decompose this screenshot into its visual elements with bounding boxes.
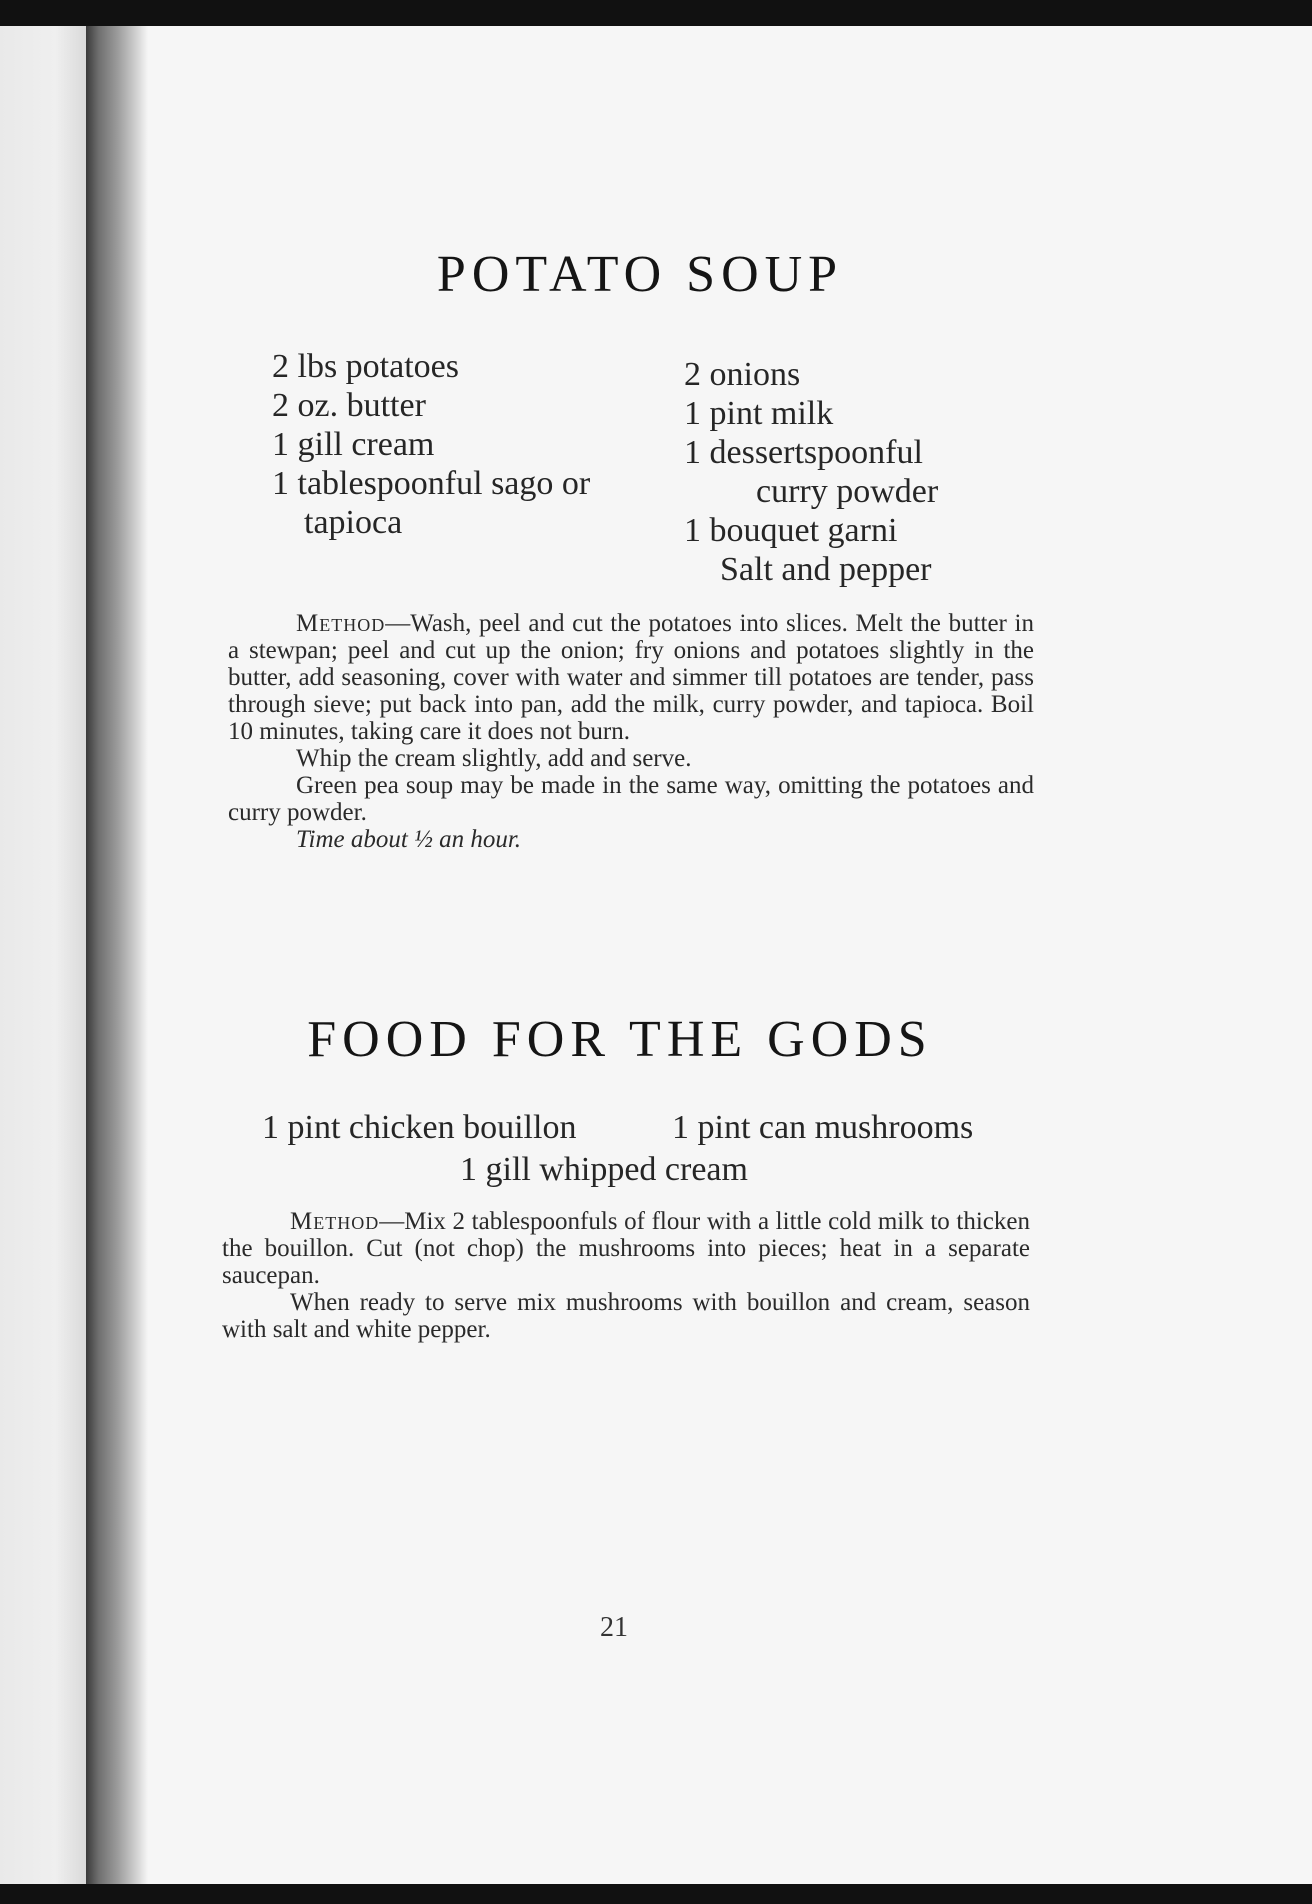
whip-paragraph: Whip the cream slightly, add and serve. [296, 745, 692, 772]
top-scan-border [0, 0, 1312, 26]
ingredient-line: curry powder [756, 473, 939, 510]
recipe-title-potato-soup: POTATO SOUP [436, 246, 844, 303]
ingredient-line: 2 onions [684, 356, 801, 393]
ingredient-line: 2 oz. butter [272, 387, 426, 424]
method-paragraph [228, 610, 1034, 745]
food-gods-ingredients-row [262, 1108, 1032, 1148]
facing-page-edge [0, 0, 92, 1904]
method-text: —Mix 2 tablespoonfuls of flour with a little cold milk to thicken the bouillon. Cut (not chop) the mushrooms into pieces; heat in a separate saucepan. [222, 1208, 1030, 1289]
food-gods-method [222, 1208, 1030, 1343]
ingredient-line: 1 dessertspoonful [684, 434, 923, 471]
potato-soup-ingredients-left [272, 347, 590, 542]
ingredient-line: 2 lbs potatoes [272, 348, 459, 385]
variation-paragraph: Green pea soup may be made in the same way, omitting the potatoes and curry powder. [228, 772, 1034, 826]
method-text: —Wash, peel and cut the potatoes into slices. Melt the butter in a stewpan; peel and cut up the onion; fry onions and potatoes slightly in the butter, add seasoning, cover with water and simmer till potatoes are tender, pass through sieve; put back into pan, add the milk, curry powder, and tapioca. Boil 10 minutes, taking care it does not burn. [228, 610, 1034, 745]
ingredient-line: tapioca [304, 504, 403, 541]
potato-soup-ingredients-right [684, 355, 938, 589]
ingredient-line: 1 pint chicken bouillon [262, 1109, 577, 1146]
ingredient-line: 1 tablespoonful sago or [272, 465, 591, 502]
time-note: Time about ½ an hour. [296, 826, 522, 853]
ingredient-line: Salt and pepper [720, 551, 932, 588]
serve-paragraph: When ready to serve mix mushrooms with bouillon and cream, season with salt and white pepper. [222, 1289, 1030, 1343]
method-paragraph [222, 1208, 1030, 1289]
recipe-title-food-for-the-gods: FOOD FOR THE GODS [307, 1011, 933, 1068]
page-gutter-shadow [86, 24, 148, 1886]
method-label: Method [290, 1208, 380, 1235]
method-label: Method [296, 610, 386, 637]
ingredient-line: 1 gill whipped cream [460, 1151, 748, 1188]
ingredient-line: 1 bouquet garni [684, 512, 898, 549]
bottom-scan-border [0, 1884, 1312, 1904]
ingredient-line: 1 gill cream [272, 426, 435, 463]
page-number: 21 [600, 1612, 628, 1643]
potato-soup-method [228, 610, 1034, 853]
ingredient-line: 1 pint milk [684, 395, 834, 432]
ingredient-line: 1 pint can mushrooms [672, 1109, 974, 1146]
